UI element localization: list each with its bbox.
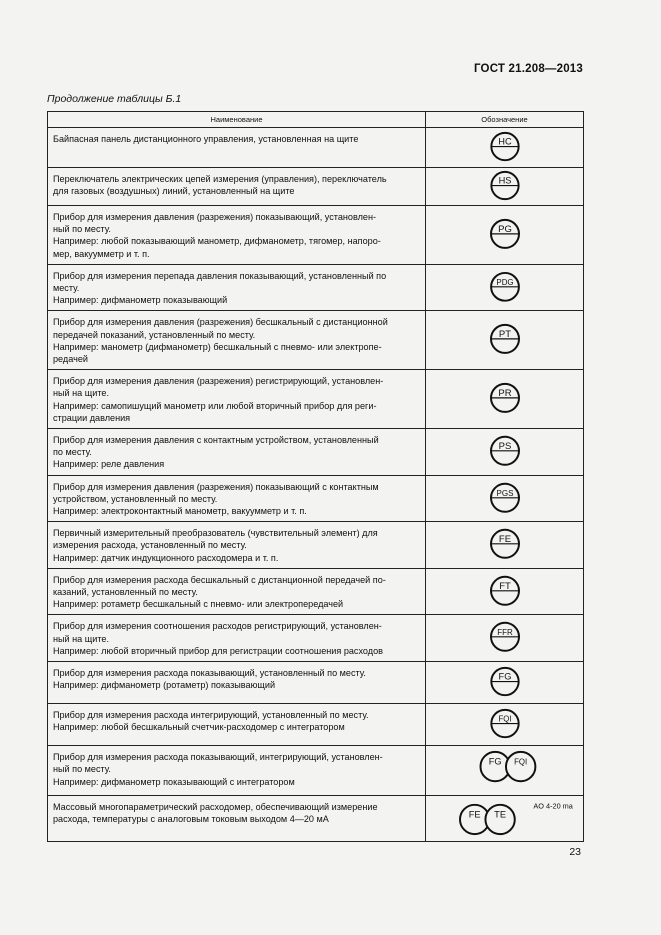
instrument-bubble [491, 325, 519, 353]
instrument-label: HS [498, 175, 512, 186]
instrument-symbol [426, 704, 584, 745]
row-description [48, 128, 426, 168]
row-symbol-cell [426, 568, 584, 615]
row-description [48, 429, 426, 476]
row-description [48, 796, 426, 842]
description-line: Например: самопишущий манометр или любой вторичный прибор для реги- [53, 400, 377, 411]
instrument-bubble [491, 530, 519, 558]
instrument-bubble [506, 752, 535, 781]
table-row [48, 662, 584, 704]
row-symbol-cell [426, 311, 584, 370]
instrument-label: PT [498, 329, 512, 341]
description-line: передачей показаний, установленный по месту. [53, 329, 256, 340]
row-description [48, 168, 426, 206]
description-line: Например: любой показывающий манометр, дифманометр, тягомер, напоро- [53, 236, 381, 247]
table-body [48, 128, 584, 842]
table-row [48, 475, 584, 522]
description-line: страции давления [53, 412, 131, 423]
row-symbol-cell [426, 522, 584, 569]
row-description [48, 662, 426, 704]
column-header-name: Наименование [48, 112, 426, 128]
row-symbol-cell [426, 168, 584, 206]
instrument-symbol [426, 569, 584, 615]
instrument-symbol [426, 429, 584, 475]
instrument-symbol [426, 370, 584, 428]
table-row [48, 615, 584, 662]
description-line: Например: манометр (дифманометр) бесшкальный с пневмо- или электропе- [53, 341, 382, 352]
description-line: устройством, установленный по месту. [53, 493, 218, 504]
description-line: Прибор для измерения давления (разрежения) показывающий, установлен- [53, 212, 377, 222]
instrument-label: PGS [496, 488, 514, 498]
description-line: Первичный измерительный преобразователь (чувствительный элемент) для [53, 528, 378, 539]
description-line: Например: дифманометр показывающий [53, 295, 228, 306]
row-description [48, 370, 426, 429]
instrument-label: FFR [497, 628, 513, 638]
instrument-symbol [426, 265, 584, 311]
row-symbol-cell [426, 475, 584, 522]
instrument-bubble [491, 483, 519, 511]
description-line: Например: любой бесшкальный счетчик-расходомер с интегратором [53, 722, 345, 733]
instrument-bubble [491, 710, 518, 737]
description-line: Прибор для измерения расхода бесшкальный с дистанционной передачей по- [53, 574, 386, 585]
description-line: редачей [53, 354, 88, 365]
row-symbol-cell [426, 796, 584, 842]
table-row [48, 264, 584, 311]
description-line: Прибор для измерения давления (разрежения) бесшкальный с дистанционной [53, 317, 388, 328]
description-line: Массовый многопараметрический расходомер, обеспечивающий измерение [53, 802, 378, 813]
description-line: Прибор для измерения давления (разрежения) показывающий с контактным [53, 481, 379, 492]
description-line: ный на щите. [53, 388, 109, 399]
description-line: ный по месту. [53, 764, 111, 775]
description-line: по месту. [53, 447, 92, 458]
description-line: Прибор для измерения соотношения расходов регистрирующий, установлен- [53, 621, 382, 632]
row-description [48, 264, 426, 311]
instrument-bubble [491, 437, 519, 465]
instrument-symbol [426, 206, 584, 264]
table-row [48, 746, 584, 796]
instrument-label: FG [498, 671, 512, 682]
description-line: Байпасная панель дистанционного управления, установленная на щите [53, 134, 359, 144]
column-header-symbol: Обозначение [426, 112, 584, 128]
instrument-symbol [426, 615, 584, 661]
instrument-label: PR [498, 388, 512, 400]
description-line: Прибор для измерения расхода показывающий, интегрирующий, установлен- [53, 752, 383, 763]
instrument-symbol [426, 476, 584, 522]
row-symbol-cell [426, 615, 584, 662]
description-line: ный на щите. [53, 633, 109, 644]
description-line: Например: датчик индукционного расходомера и т. п. [53, 552, 279, 563]
row-description [48, 475, 426, 522]
description-line: Например: дифманометр (ротаметр) показывающий [53, 680, 276, 691]
row-symbol-cell [426, 264, 584, 311]
description-line: Переключатель электрических цепей измерения (управления), переключатель [53, 174, 387, 184]
description-line: Прибор для измерения перепада давления показывающий, установленный по [53, 270, 387, 281]
analog-output-note: AO 4-20 ma [533, 801, 573, 811]
description-line: мер, вакуумметр и т. п. [53, 248, 150, 259]
description-line: Например: реле давления [53, 459, 165, 470]
instrument-bubble [491, 273, 519, 301]
table-row [48, 168, 584, 206]
description-line: измерения расхода, установленный по месту. [53, 540, 247, 551]
table-header-row [48, 112, 584, 128]
description-line: месту. [53, 283, 80, 294]
instrument-symbol [426, 311, 584, 369]
page-number: 23 [569, 846, 581, 858]
table-row [48, 796, 584, 842]
row-symbol-cell [426, 206, 584, 265]
row-description [48, 206, 426, 265]
description-line: Например: электроконтактный манометр, вакуумметр и т. п. [53, 506, 307, 517]
instrument-label: PG [498, 223, 512, 235]
description-line: Например: ротаметр бесшкальный с пневмо- или электропередачей [53, 599, 344, 610]
row-description [48, 615, 426, 662]
table-row [48, 311, 584, 370]
instrument-symbol [426, 796, 584, 841]
description-line: Прибор для измерения давления с контактным устройством, установленный [53, 435, 379, 446]
instrument-bubble [491, 384, 519, 412]
row-symbol-cell [426, 370, 584, 429]
description-line: расхода, температуры с аналоговым токовым выходом 4—20 мА [53, 814, 329, 825]
instrument-label: FE [498, 534, 512, 546]
row-description [48, 746, 426, 796]
row-symbol-cell [426, 746, 584, 796]
row-symbol-cell [426, 662, 584, 704]
table-row [48, 128, 584, 168]
instrument-bubble [491, 133, 518, 160]
symbols-table [47, 111, 584, 842]
table-row [48, 429, 584, 476]
row-description [48, 568, 426, 615]
instrument-bubble [491, 172, 518, 199]
instrument-bubble [491, 577, 519, 605]
description-line: Например: дифманометр показывающий с интегратором [53, 776, 295, 787]
description-line: Прибор для измерения расхода показывающий, установленный по месту. [53, 668, 366, 679]
table-row [48, 522, 584, 569]
instrument-symbol [426, 662, 584, 703]
instrument-symbol [426, 128, 584, 167]
description-line: Прибор для измерения расхода интегрирующий, установленный по месту. [53, 710, 369, 721]
description-line: казаний, установленный по месту. [53, 587, 198, 598]
instrument-symbol [426, 168, 584, 205]
instrument-bubble [491, 623, 519, 651]
table-row [48, 704, 584, 746]
row-symbol-cell [426, 704, 584, 746]
table-row [48, 568, 584, 615]
row-description [48, 311, 426, 370]
instrument-label: FE [468, 809, 481, 820]
table-row [48, 206, 584, 265]
instrument-label: FQI [514, 757, 528, 767]
instrument-label: TE [494, 809, 507, 820]
instrument-label: FQI [498, 714, 512, 724]
instrument-label: HC [498, 136, 512, 147]
row-symbol-cell [426, 429, 584, 476]
description-line: Прибор для измерения давления (разрежения) регистрирующий, установлен- [53, 376, 384, 387]
row-description [48, 522, 426, 569]
instrument-bubble [485, 805, 514, 834]
instrument-symbol [426, 746, 584, 795]
row-symbol-cell [426, 128, 584, 168]
description-line: Например: любой вторичный прибор для регистрации соотношения расходов [53, 645, 383, 656]
table-caption: Продолжение таблицы Б.1 [47, 93, 182, 105]
description-line: ный по месту. [53, 224, 111, 235]
instrument-bubble [491, 668, 518, 695]
row-description [48, 704, 426, 746]
instrument-label: PS [498, 440, 512, 452]
instrument-bubble [491, 220, 519, 248]
description-line: для газовых (воздушных) линий, установленный на щите [53, 186, 295, 197]
instrument-symbol [426, 522, 584, 568]
instrument-label: PDG [496, 277, 514, 287]
instrument-label: FG [488, 756, 502, 767]
instrument-label: FT [499, 580, 511, 592]
table-row [48, 370, 584, 429]
standard-number: ГОСТ 21.208—2013 [473, 63, 583, 75]
